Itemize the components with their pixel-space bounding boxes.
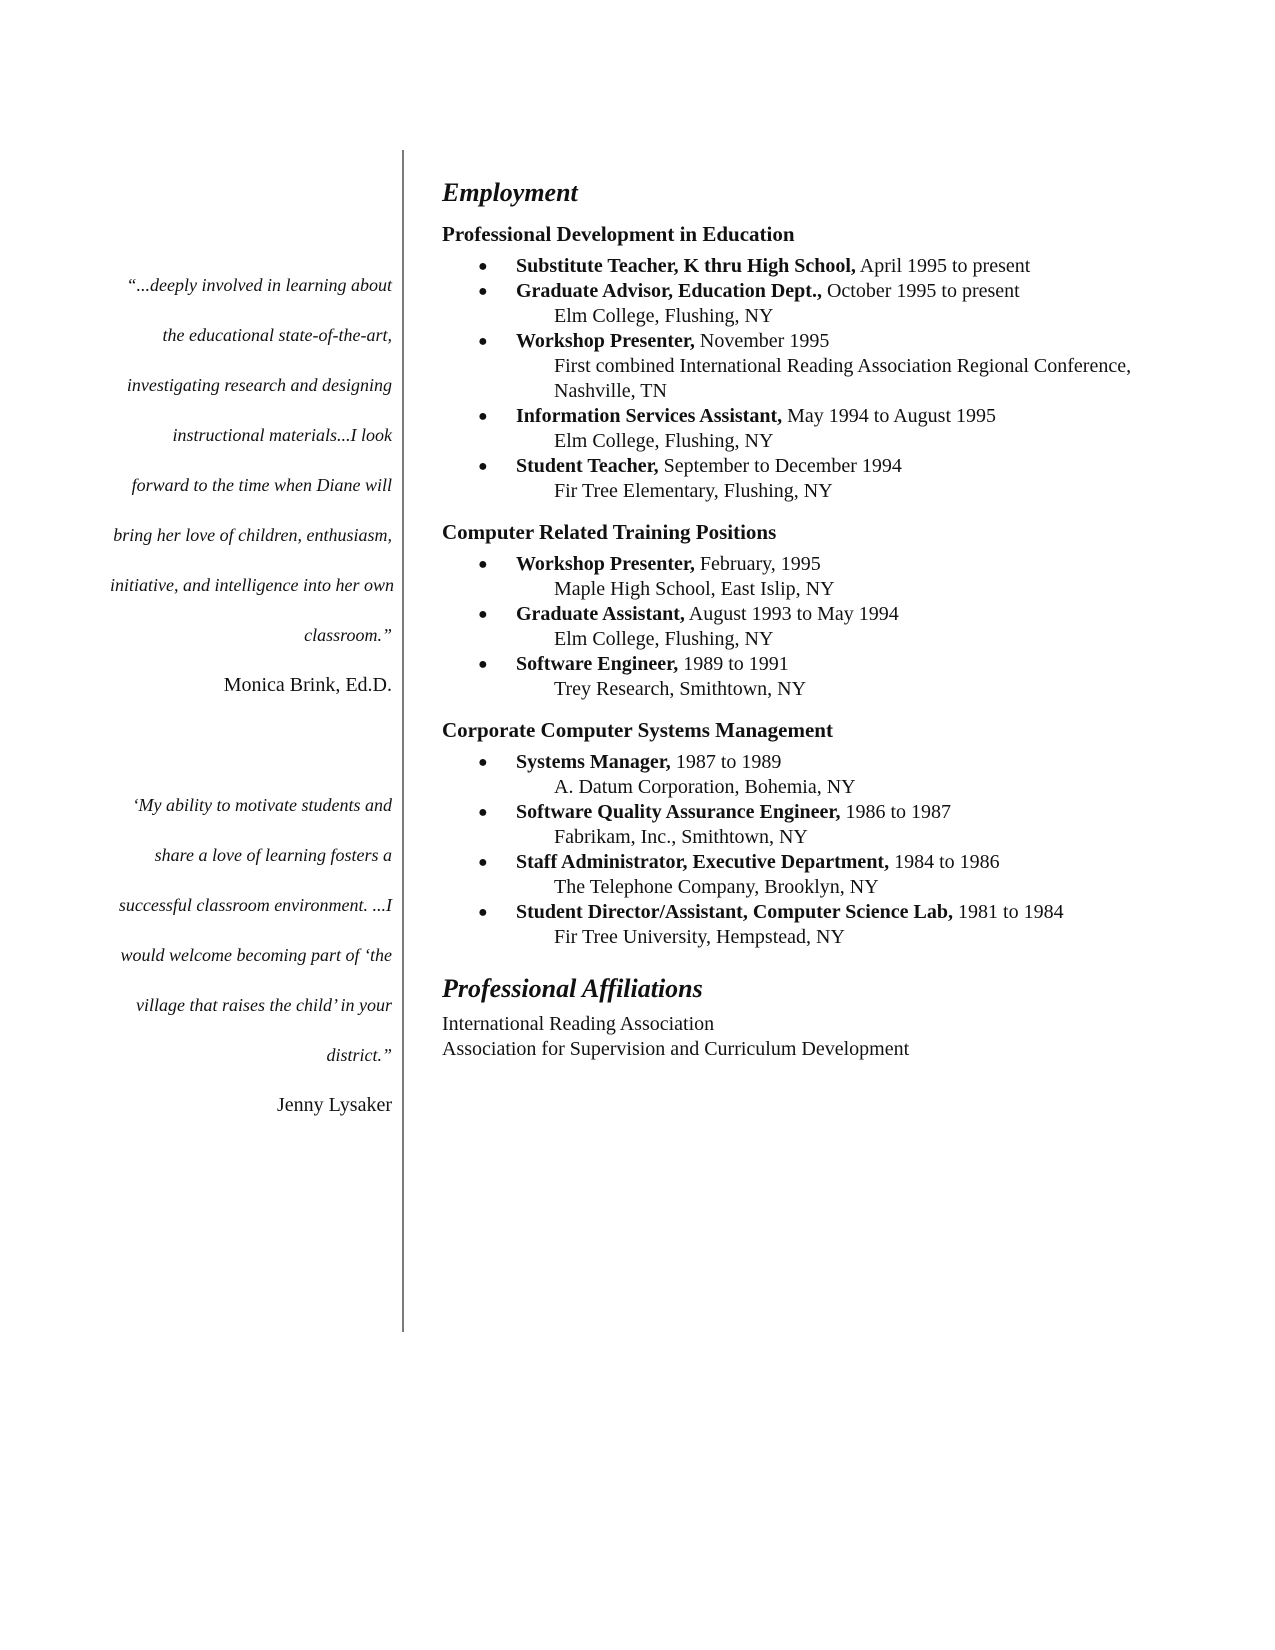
quote-line: “...deeply involved in learning about <box>126 275 392 295</box>
quote-text <box>110 260 392 660</box>
quote-line: instructional materials...I look <box>172 425 392 445</box>
job-list <box>442 254 1242 504</box>
job-dates: October 1995 to present <box>821 280 1020 302</box>
quote-line: would welcome becoming part of ‘the <box>120 945 392 965</box>
job-entry <box>442 254 1242 279</box>
bullet-icon: ● <box>478 408 488 425</box>
job-entry <box>442 850 1242 900</box>
group-heading: Computer Related Training Positions <box>442 520 777 544</box>
job-title: Software Engineer, <box>516 653 679 675</box>
job-location: Fir Tree Elementary, Flushing, NY <box>554 480 833 502</box>
job-title: Student Director/Assistant, Computer Science Lab, <box>516 901 954 923</box>
bullet-icon: ● <box>478 556 488 573</box>
job-title: Workshop Presenter, <box>516 330 695 352</box>
quote-line: investigating research and designing <box>126 375 392 395</box>
bullet-icon: ● <box>478 804 488 821</box>
job-entry <box>442 750 1242 800</box>
quote-author: Jenny Lysaker <box>277 1094 392 1116</box>
job-dates: May 1994 to August 1995 <box>782 405 997 427</box>
job-entry <box>442 329 1242 404</box>
job-entry <box>442 454 1242 504</box>
job-title: Student Teacher, <box>516 455 659 477</box>
quote-author: Monica Brink, Ed.D. <box>223 674 392 696</box>
affiliations-title: Professional Affiliations <box>442 974 703 1003</box>
job-title: Workshop Presenter, <box>516 553 695 575</box>
job-location: Fir Tree University, Hempstead, NY <box>554 926 845 948</box>
quote-line: bring her love of children, enthusiasm, <box>113 525 392 545</box>
job-location: A. Datum Corporation, Bohemia, NY <box>554 776 856 798</box>
job-location: Trey Research, Smithtown, NY <box>554 678 807 700</box>
job-entry <box>442 900 1242 950</box>
quote-line: initiative, and intelligence into her own <box>110 575 394 595</box>
job-list <box>442 552 1242 702</box>
testimonial-quote-1 <box>110 260 392 698</box>
job-dates: 1987 to 1989 <box>670 751 782 773</box>
job-dates: 1986 to 1987 <box>840 801 952 823</box>
job-location: Elm College, Flushing, NY <box>554 430 774 452</box>
quote-line: the educational state-of-the-art, <box>162 325 392 345</box>
quote-text <box>110 780 392 1080</box>
bullet-icon: ● <box>478 606 488 623</box>
job-location: Elm College, Flushing, NY <box>554 628 774 650</box>
job-dates: February, 1995 <box>694 553 821 575</box>
job-dates: 1989 to 1991 <box>678 653 789 675</box>
job-entry <box>442 404 1242 454</box>
job-title: Software Quality Assurance Engineer, <box>516 801 841 823</box>
job-entry <box>442 652 1242 702</box>
group-heading: Corporate Computer Systems Management <box>442 718 833 742</box>
employment-title: Employment <box>442 178 578 207</box>
bullet-icon: ● <box>478 333 488 350</box>
job-list <box>442 750 1242 950</box>
bullet-icon: ● <box>478 458 488 475</box>
job-title: Graduate Advisor, Education Dept., <box>516 280 822 302</box>
job-dates: April 1995 to present <box>855 255 1031 277</box>
bullet-icon: ● <box>478 283 488 300</box>
job-title: Staff Administrator, Executive Department, <box>516 851 890 873</box>
affiliation-item: Association for Supervision and Curriculum Development <box>442 1038 910 1060</box>
quote-line: ‘My ability to motivate students and <box>132 795 392 815</box>
bullet-icon: ● <box>478 754 488 771</box>
job-title: Substitute Teacher, K thru High School, <box>516 255 856 277</box>
quote-line: district.” <box>326 1045 392 1065</box>
quote-line: village that raises the child’ in your <box>136 995 392 1015</box>
job-location: Elm College, Flushing, NY <box>554 305 774 327</box>
quote-line: classroom.” <box>304 625 392 645</box>
job-location: Nashville, TN <box>554 380 667 402</box>
main-content <box>442 176 1242 1062</box>
job-dates: November 1995 <box>694 330 830 352</box>
job-location: The Telephone Company, Brooklyn, NY <box>554 876 879 898</box>
job-dates: 1981 to 1984 <box>953 901 1064 923</box>
job-location: Fabrikam, Inc., Smithtown, NY <box>554 826 808 848</box>
bullet-icon: ● <box>478 656 488 673</box>
job-title: Information Services Assistant, <box>516 405 783 427</box>
testimonial-quote-2 <box>110 780 392 1118</box>
quote-line: share a love of learning fosters a <box>154 845 392 865</box>
job-dates: August 1993 to May 1994 <box>684 603 899 625</box>
job-entry <box>442 800 1242 850</box>
bullet-icon: ● <box>478 904 488 921</box>
job-title: Systems Manager, <box>516 751 671 773</box>
job-dates: September to December 1994 <box>658 455 902 477</box>
affiliation-item: International Reading Association <box>442 1013 715 1035</box>
group-heading: Professional Development in Education <box>442 222 795 246</box>
affiliations-list <box>442 1012 1242 1062</box>
job-location: Maple High School, East Islip, NY <box>554 578 835 600</box>
bullet-icon: ● <box>478 258 488 275</box>
job-entry <box>442 602 1242 652</box>
job-entry <box>442 279 1242 329</box>
quote-line: successful classroom environment. ...I <box>118 895 392 915</box>
job-title: Graduate Assistant, <box>516 603 685 625</box>
job-location: First combined International Reading Association Regional Conference, <box>554 355 1132 377</box>
job-dates: 1984 to 1986 <box>889 851 1000 873</box>
job-entry <box>442 552 1242 602</box>
column-divider <box>402 150 404 1332</box>
quote-line: forward to the time when Diane will <box>131 475 392 495</box>
bullet-icon: ● <box>478 854 488 871</box>
